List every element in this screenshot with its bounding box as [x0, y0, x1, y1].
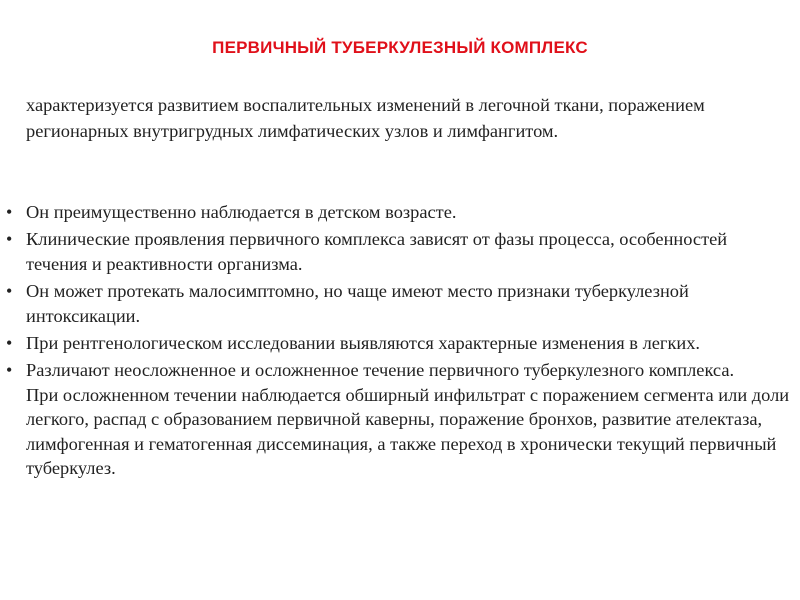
bullet-dot-icon: •	[6, 333, 13, 354]
continuation-paragraph: При осложненном течении наблюдается обширный инфильтрат с поражением сегмента или доли легкого, распад с образованием первичной каверны, поражение бронхов, развитие ателектаза, лимфогенная и гематогенная диссеминация, а также переход в хронически текущий первичный туберкулез.	[26, 384, 790, 479]
bullet-list	[0, 200, 790, 483]
bullet-item	[0, 227, 790, 276]
bullet-item	[0, 331, 790, 355]
bullet-item	[0, 358, 790, 480]
bullet-item	[0, 279, 790, 328]
bullet-dot-icon: •	[6, 202, 13, 222]
bullet-item	[0, 200, 790, 224]
bullet-dot-icon: •	[6, 281, 13, 302]
intro-paragraph: характеризуется развитием воспалительных изменений в легочной ткани, поражением регионарных внутригрудных лимфатических узлов и лимфангитом.	[26, 95, 705, 141]
slide-title: ПЕРВИЧНЫЙ ТУБЕРКУЛЕЗНЫЙ КОМПЛЕКС	[212, 38, 588, 57]
bullet-text: Различают неосложненное и осложненное течение первичного туберкулезного комплекса.	[26, 360, 735, 381]
bullet-dot-icon: •	[6, 229, 13, 250]
bullet-text: Он может протекать малосимптомно, но чаще имеют место признаки туберкулезной интоксикации.	[26, 281, 689, 326]
bullet-dot-icon: •	[6, 360, 13, 381]
bullet-text: Он преимущественно наблюдается в детском возрасте.	[26, 202, 457, 222]
bullet-text: При рентгенологическом исследовании выявляются характерные изменения в легких.	[26, 333, 701, 354]
bullet-text: Клинические проявления первичного комплекса зависят от фазы процесса, особенностей течения и реактивности организма.	[26, 229, 728, 274]
